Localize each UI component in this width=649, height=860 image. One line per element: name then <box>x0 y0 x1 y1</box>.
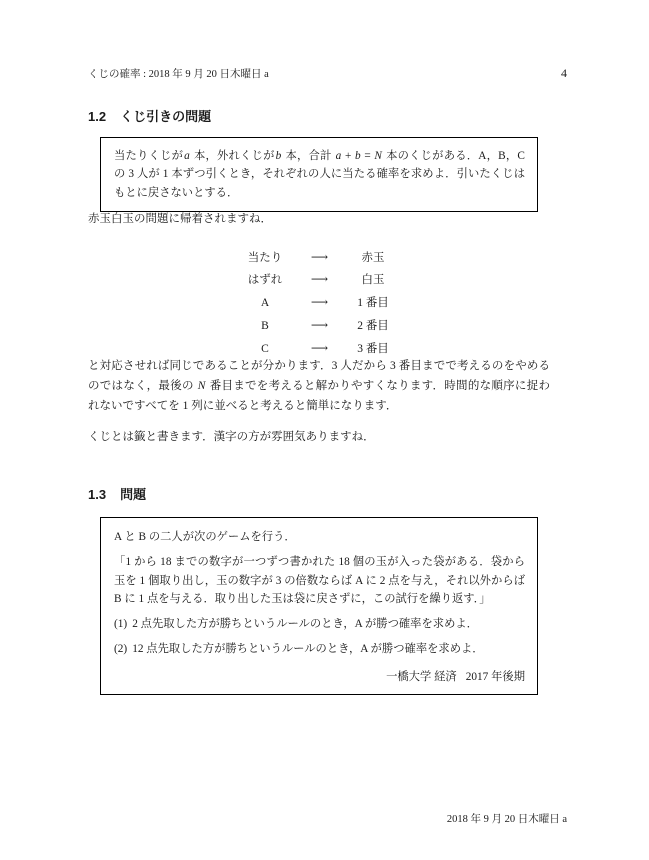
section-heading-1-3 <box>88 484 146 503</box>
box1-text-b: 本，外れくじが <box>193 150 275 162</box>
list-item <box>114 640 525 658</box>
section-number: 1.2 <box>88 109 107 124</box>
paragraph-1: 赤玉白玉の問題に帰着されますね． <box>88 213 272 225</box>
enum-text: 12 点先取した方が勝ちというルールのとき，A が勝つ確率を求めよ． <box>132 643 484 656</box>
problem-box-1-text <box>114 147 525 202</box>
right-arrow-icon: ⟶ <box>310 295 328 310</box>
right-arrow-icon: ⟶ <box>310 317 328 332</box>
problem-source-attribution <box>114 668 525 686</box>
right-arrow-icon: ⟶ <box>310 272 328 287</box>
box1-text-a: 当たりくじが <box>114 150 184 162</box>
enum-text: 2 点先取した方が勝ちというルールのとき，A が勝つ確率を求めよ． <box>132 618 478 631</box>
right-arrow-icon: ⟶ <box>310 340 328 355</box>
problem-box-2 <box>100 517 538 695</box>
section-heading-1-2 <box>88 106 211 125</box>
map-from: C <box>261 342 269 355</box>
header-title: くじの確率 : 2018 年 9 月 20 日木曜日 a <box>88 69 269 80</box>
paragraph-2-part-b: 番目までを考えると解かりやすくなります．時間的な順序に捉われないですべてを 1 列に並べると考えると簡単になります． <box>88 379 550 412</box>
map-to: 白玉 <box>361 274 385 287</box>
map-from: B <box>261 319 269 332</box>
map-to: 2 番目 <box>357 319 389 332</box>
list-item <box>114 615 525 633</box>
map-to: 3 番目 <box>357 342 389 355</box>
section-title: くじ引きの問題 <box>120 109 212 124</box>
problem-box-2-quote: 「1 から 18 までの数字が一つずつ書かれた 18 個の玉が入った袋がある．袋から玉を 1 個取り出し，玉の数字が 3 の倍数ならば A に 2 点を与え，それ以外からば B に 1 点を与える．取り出した玉は袋に戻さずに，この試行を繰り返す．」 <box>114 556 525 605</box>
table-row <box>237 292 401 315</box>
table-row <box>237 314 401 337</box>
section-number: 1.3 <box>88 487 107 502</box>
page-number: 4 <box>561 66 567 80</box>
box1-text-c: 本，合計 <box>285 150 332 162</box>
map-from: はずれ <box>247 274 283 287</box>
page-header <box>88 66 567 81</box>
map-to: 1 番目 <box>357 297 389 310</box>
attribution-exam: 2017 年後期 <box>465 670 525 683</box>
table-row <box>237 269 401 292</box>
box1-math-b: b <box>275 150 282 162</box>
map-from: A <box>260 297 270 310</box>
mapping-table <box>237 246 401 360</box>
enum-label: (2) <box>114 643 128 656</box>
problem-box-1 <box>100 137 538 212</box>
box1-math-a: a <box>184 150 190 162</box>
attribution-school: 一橋大学 経済 <box>386 670 457 683</box>
paragraph-3: くじとは籤と書きます．漢字の方が雰囲気ありますね． <box>88 431 375 443</box>
box1-math-c: a + b = N <box>335 150 382 162</box>
section-title: 問題 <box>120 487 147 502</box>
paragraph-2 <box>88 357 550 416</box>
right-arrow-icon: ⟶ <box>310 249 328 264</box>
paragraph-2-math: N <box>197 379 206 392</box>
map-from: 当たり <box>247 251 283 264</box>
table-row <box>237 246 401 269</box>
paragraph-2-part-a: と対応させれば同じであることが分かります．3 人だから 3 番目までで考えるのをやめるのではなく，最後の <box>88 360 550 392</box>
mapping-table-wrapper <box>88 246 550 360</box>
page-footer: 2018 年 9 月 20 日木曜日 a <box>446 814 567 825</box>
map-to: 赤玉 <box>361 251 385 264</box>
enum-label: (1) <box>114 618 128 631</box>
box1-text-d: 本のくじがある．A，B，C の 3 人が 1 本ずつ引くとき，それぞれの人に当たる確率を求めよ．引いたくじはもとに戻さないとする． <box>114 150 525 199</box>
problem-box-2-intro: A と B の二人が次のゲームを行う． <box>114 531 296 543</box>
